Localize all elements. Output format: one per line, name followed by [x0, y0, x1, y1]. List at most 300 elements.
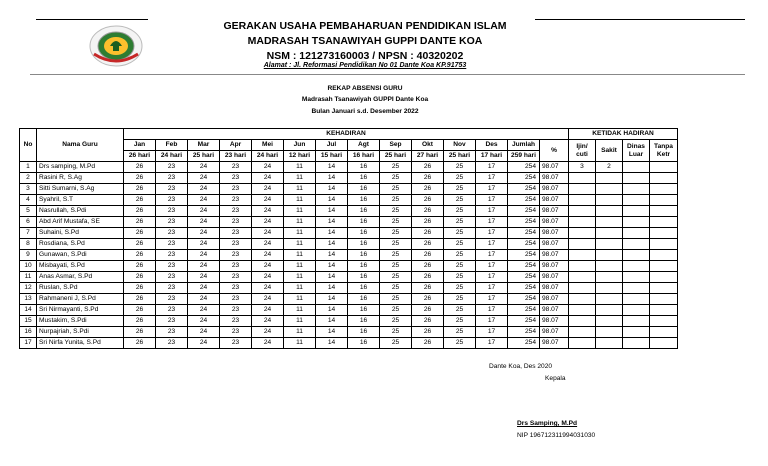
absence-count [596, 338, 623, 349]
absence-count [569, 239, 596, 250]
month-attendance: 16 [348, 206, 380, 217]
month-attendance: 25 [444, 316, 476, 327]
header-working-days: 25 hari [444, 151, 476, 162]
month-attendance: 24 [188, 195, 220, 206]
month-attendance: 17 [476, 272, 508, 283]
teacher-name: Syahril, S.T [37, 195, 124, 206]
month-attendance: 11 [284, 272, 316, 283]
header-month: Jan [124, 140, 156, 151]
month-attendance: 23 [156, 294, 188, 305]
month-attendance: 11 [284, 316, 316, 327]
month-attendance: 14 [316, 217, 348, 228]
month-attendance: 14 [316, 272, 348, 283]
absence-count [596, 250, 623, 261]
letterhead-school-name: MADRASAH TSANAWIYAH GUPPI DANTE KOA [247, 35, 483, 47]
report-period: Bulan Januari s.d. Desember 2022 [311, 108, 419, 115]
month-attendance: 17 [476, 261, 508, 272]
row-percent: 98.07 [540, 261, 569, 272]
month-attendance: 23 [156, 272, 188, 283]
row-percent: 98.07 [540, 283, 569, 294]
absence-count [569, 206, 596, 217]
teacher-name: Ruslan, S.Pd [37, 283, 124, 294]
teacher-name: Rosdiana, S.Pd [37, 239, 124, 250]
month-attendance: 25 [444, 206, 476, 217]
month-attendance: 26 [124, 316, 156, 327]
month-attendance: 25 [444, 283, 476, 294]
absence-count [623, 162, 650, 173]
month-attendance: 25 [444, 228, 476, 239]
month-attendance: 16 [348, 250, 380, 261]
month-attendance: 16 [348, 283, 380, 294]
absence-count [596, 217, 623, 228]
month-attendance: 23 [220, 195, 252, 206]
absence-count [650, 217, 678, 228]
month-attendance: 25 [380, 261, 412, 272]
table-row [20, 316, 678, 327]
month-attendance: 14 [316, 261, 348, 272]
header-tanpa-line2: Ketr [656, 150, 671, 158]
month-attendance: 25 [380, 305, 412, 316]
absence-count [596, 239, 623, 250]
absence-count [623, 228, 650, 239]
row-percent: 98.07 [540, 272, 569, 283]
row-total: 254 [508, 305, 540, 316]
month-attendance: 14 [316, 316, 348, 327]
row-total: 254 [508, 206, 540, 217]
absence-count [623, 261, 650, 272]
month-attendance: 14 [316, 283, 348, 294]
table-row [20, 228, 678, 239]
absence-count [650, 316, 678, 327]
absence-count: 3 [569, 162, 596, 173]
header-working-days: 17 hari [476, 151, 508, 162]
header-working-days: 25 hari [188, 151, 220, 162]
header-month: Jun [284, 140, 316, 151]
month-attendance: 25 [380, 228, 412, 239]
month-attendance: 16 [348, 162, 380, 173]
month-attendance: 25 [444, 184, 476, 195]
header-working-days: 24 hari [252, 151, 284, 162]
month-attendance: 25 [444, 261, 476, 272]
month-attendance: 24 [188, 162, 220, 173]
month-attendance: 24 [252, 305, 284, 316]
absence-count [569, 283, 596, 294]
month-attendance: 26 [124, 195, 156, 206]
row-total: 254 [508, 272, 540, 283]
header-working-days: 16 hari [348, 151, 380, 162]
month-attendance: 26 [412, 305, 444, 316]
attendance-table [19, 128, 678, 349]
month-attendance: 24 [252, 316, 284, 327]
month-attendance: 23 [220, 272, 252, 283]
row-number: 10 [20, 261, 37, 272]
month-attendance: 23 [220, 239, 252, 250]
absence-count [596, 327, 623, 338]
table-row [20, 206, 678, 217]
month-attendance: 26 [124, 294, 156, 305]
month-attendance: 24 [188, 272, 220, 283]
month-attendance: 25 [444, 173, 476, 184]
teacher-name: Abd Arif Mustafa, SE [37, 217, 124, 228]
absence-count [569, 195, 596, 206]
table-row [20, 173, 678, 184]
row-number: 6 [20, 217, 37, 228]
row-percent: 98.07 [540, 305, 569, 316]
month-attendance: 26 [412, 228, 444, 239]
month-attendance: 23 [156, 195, 188, 206]
header-dinas-line1: Dinas [627, 142, 645, 150]
month-attendance: 24 [188, 228, 220, 239]
row-percent: 98.07 [540, 162, 569, 173]
month-attendance: 16 [348, 261, 380, 272]
header-working-days: 24 hari [156, 151, 188, 162]
absence-count [650, 195, 678, 206]
row-percent: 98.07 [540, 239, 569, 250]
header-working-days: 26 hari [124, 151, 156, 162]
month-attendance: 17 [476, 316, 508, 327]
month-attendance: 26 [412, 338, 444, 349]
attendance-table-body [20, 162, 678, 349]
table-row [20, 327, 678, 338]
absence-count [569, 217, 596, 228]
teacher-name: Mustakim, S.Pdi [37, 316, 124, 327]
teacher-name: Anas Asmar, S.Pd [37, 272, 124, 283]
absence-count [569, 294, 596, 305]
month-attendance: 25 [380, 316, 412, 327]
month-attendance: 14 [316, 206, 348, 217]
header-month: Nov [444, 140, 476, 151]
month-attendance: 17 [476, 294, 508, 305]
header-kehadiran: KEHADIRAN [124, 129, 569, 140]
month-attendance: 16 [348, 173, 380, 184]
header-ketidakhadiran: KETIDAK HADIRAN [569, 129, 678, 140]
row-total: 254 [508, 250, 540, 261]
row-total: 254 [508, 261, 540, 272]
header-month: Sep [380, 140, 412, 151]
absence-count [596, 173, 623, 184]
table-row [20, 294, 678, 305]
month-attendance: 26 [412, 250, 444, 261]
month-attendance: 26 [412, 272, 444, 283]
row-total: 254 [508, 316, 540, 327]
month-attendance: 26 [124, 217, 156, 228]
month-attendance: 16 [348, 272, 380, 283]
month-attendance: 25 [444, 305, 476, 316]
absence-count [650, 338, 678, 349]
month-attendance: 25 [380, 206, 412, 217]
row-number: 15 [20, 316, 37, 327]
table-row [20, 338, 678, 349]
absence-count [650, 173, 678, 184]
header-month: Mei [252, 140, 284, 151]
month-attendance: 26 [124, 228, 156, 239]
month-attendance: 17 [476, 217, 508, 228]
month-attendance: 25 [444, 294, 476, 305]
month-attendance: 14 [316, 338, 348, 349]
header-working-days: 15 hari [316, 151, 348, 162]
absence-count [596, 184, 623, 195]
month-attendance: 23 [220, 184, 252, 195]
month-attendance: 11 [284, 327, 316, 338]
month-attendance: 17 [476, 173, 508, 184]
row-percent: 98.07 [540, 173, 569, 184]
month-attendance: 17 [476, 283, 508, 294]
month-attendance: 16 [348, 195, 380, 206]
row-total: 254 [508, 294, 540, 305]
absence-count [623, 294, 650, 305]
table-row [20, 250, 678, 261]
row-percent: 98.07 [540, 228, 569, 239]
month-attendance: 23 [156, 327, 188, 338]
month-attendance: 23 [156, 261, 188, 272]
month-attendance: 14 [316, 305, 348, 316]
month-attendance: 25 [380, 195, 412, 206]
table-row [20, 195, 678, 206]
month-attendance: 17 [476, 327, 508, 338]
month-attendance: 24 [188, 305, 220, 316]
row-total: 254 [508, 162, 540, 173]
row-number: 13 [20, 294, 37, 305]
teacher-name: Rasini R, S.Ag [37, 173, 124, 184]
month-attendance: 24 [252, 217, 284, 228]
month-attendance: 11 [284, 239, 316, 250]
absence-count [650, 184, 678, 195]
month-attendance: 14 [316, 250, 348, 261]
absence-count [623, 239, 650, 250]
month-attendance: 24 [252, 206, 284, 217]
absence-count [650, 294, 678, 305]
month-attendance: 25 [444, 250, 476, 261]
month-attendance: 17 [476, 184, 508, 195]
month-attendance: 11 [284, 261, 316, 272]
month-attendance: 23 [220, 338, 252, 349]
teacher-name: Sitti Sumarni, S.Ag [37, 184, 124, 195]
month-attendance: 26 [412, 206, 444, 217]
header-working-days: 23 hari [220, 151, 252, 162]
letterhead-address: Alamat : Jl. Reformasi Pendidikan No 01 Dante Koa KP.91753 [263, 62, 467, 69]
report-title: REKAP ABSENSI GURU [327, 85, 403, 92]
month-attendance: 23 [220, 217, 252, 228]
row-number: 7 [20, 228, 37, 239]
month-attendance: 16 [348, 228, 380, 239]
month-attendance: 25 [444, 195, 476, 206]
absence-count [623, 206, 650, 217]
month-attendance: 23 [220, 250, 252, 261]
absence-count [569, 228, 596, 239]
header-month: Mar [188, 140, 220, 151]
month-attendance: 24 [188, 283, 220, 294]
teacher-name: Nasrullah, S.Pdi [37, 206, 124, 217]
month-attendance: 11 [284, 250, 316, 261]
table-row [20, 305, 678, 316]
header-no: No [20, 129, 37, 162]
month-attendance: 24 [252, 162, 284, 173]
month-attendance: 11 [284, 305, 316, 316]
month-attendance: 25 [380, 173, 412, 184]
row-number: 4 [20, 195, 37, 206]
month-attendance: 17 [476, 250, 508, 261]
month-attendance: 24 [188, 250, 220, 261]
header-total-days: 259 hari [508, 151, 540, 162]
month-attendance: 14 [316, 294, 348, 305]
header-month: Feb [156, 140, 188, 151]
row-total: 254 [508, 184, 540, 195]
absence-count [650, 272, 678, 283]
month-attendance: 16 [348, 305, 380, 316]
row-total: 254 [508, 239, 540, 250]
absence-count [569, 327, 596, 338]
table-row [20, 239, 678, 250]
absence-count [569, 261, 596, 272]
header-name: Nama Guru [37, 129, 124, 162]
header-total: Jumlah [508, 140, 540, 151]
absence-count [623, 272, 650, 283]
month-attendance: 23 [156, 283, 188, 294]
month-attendance: 25 [380, 272, 412, 283]
absence-count [623, 283, 650, 294]
month-attendance: 11 [284, 294, 316, 305]
row-percent: 98.07 [540, 206, 569, 217]
month-attendance: 23 [156, 162, 188, 173]
header-ijin-cuti [569, 140, 596, 162]
month-attendance: 26 [412, 173, 444, 184]
month-attendance: 26 [412, 316, 444, 327]
row-total: 254 [508, 228, 540, 239]
month-attendance: 26 [124, 261, 156, 272]
header-working-days: 12 hari [284, 151, 316, 162]
month-attendance: 11 [284, 228, 316, 239]
month-attendance: 26 [124, 272, 156, 283]
teacher-name: Gunawan, S.Pdi [37, 250, 124, 261]
header-sakit [596, 140, 623, 162]
month-attendance: 24 [252, 261, 284, 272]
month-attendance: 17 [476, 206, 508, 217]
month-attendance: 16 [348, 217, 380, 228]
absence-count [596, 228, 623, 239]
month-attendance: 23 [220, 228, 252, 239]
row-number: 11 [20, 272, 37, 283]
month-attendance: 24 [252, 338, 284, 349]
absence-count [623, 173, 650, 184]
month-attendance: 23 [220, 283, 252, 294]
table-row [20, 272, 678, 283]
month-attendance: 25 [444, 327, 476, 338]
absence-count [596, 316, 623, 327]
absence-count [569, 173, 596, 184]
absence-count [623, 338, 650, 349]
month-attendance: 23 [156, 305, 188, 316]
month-attendance: 14 [316, 173, 348, 184]
month-attendance: 11 [284, 283, 316, 294]
teacher-name: Drs samping, M.Pd [37, 162, 124, 173]
month-attendance: 24 [252, 250, 284, 261]
month-attendance: 24 [252, 173, 284, 184]
month-attendance: 14 [316, 327, 348, 338]
table-row [20, 162, 678, 173]
absence-count [596, 272, 623, 283]
row-number: 12 [20, 283, 37, 294]
month-attendance: 24 [188, 239, 220, 250]
teacher-name: Misbayati, S.Pd [37, 261, 124, 272]
teacher-name: Sri Nirfa Yunita, S.Pd [37, 338, 124, 349]
month-attendance: 24 [252, 327, 284, 338]
month-attendance: 26 [412, 184, 444, 195]
month-attendance: 25 [444, 338, 476, 349]
teacher-name: Suhaini, S.Pd [37, 228, 124, 239]
month-attendance: 25 [380, 338, 412, 349]
absence-count [623, 305, 650, 316]
month-attendance: 26 [412, 327, 444, 338]
absence-count [596, 305, 623, 316]
header-month: Okt [412, 140, 444, 151]
row-percent: 98.07 [540, 184, 569, 195]
month-attendance: 24 [252, 184, 284, 195]
letterhead-organization: GERAKAN USAHA PEMBAHARUAN PENDIDIKAN ISLAM [223, 20, 507, 32]
month-attendance: 26 [412, 239, 444, 250]
absence-count [650, 162, 678, 173]
month-attendance: 23 [220, 316, 252, 327]
header-ijin-line2: cuti [576, 150, 588, 158]
month-attendance: 17 [476, 162, 508, 173]
header-month: Jul [316, 140, 348, 151]
school-logo [88, 20, 144, 68]
month-attendance: 23 [220, 206, 252, 217]
row-percent: 98.07 [540, 294, 569, 305]
month-attendance: 25 [380, 283, 412, 294]
month-attendance: 24 [252, 228, 284, 239]
table-row [20, 217, 678, 228]
month-attendance: 17 [476, 338, 508, 349]
month-attendance: 25 [444, 162, 476, 173]
header-sakit-line1: Sakit [601, 146, 617, 154]
absence-count [569, 272, 596, 283]
month-attendance: 16 [348, 294, 380, 305]
month-attendance: 23 [156, 239, 188, 250]
row-percent: 98.07 [540, 316, 569, 327]
month-attendance: 26 [124, 338, 156, 349]
month-attendance: 26 [124, 162, 156, 173]
letterhead-divider [30, 74, 745, 75]
month-attendance: 14 [316, 162, 348, 173]
month-attendance: 25 [380, 184, 412, 195]
month-attendance: 24 [188, 184, 220, 195]
absence-count [569, 250, 596, 261]
header-ijin-line1: Ijin/ [576, 142, 588, 150]
month-attendance: 11 [284, 184, 316, 195]
month-attendance: 23 [220, 261, 252, 272]
header-tanpa-ketr [650, 140, 678, 162]
month-attendance: 24 [252, 195, 284, 206]
month-attendance: 25 [444, 239, 476, 250]
absence-count [623, 250, 650, 261]
report-school: Madrasah Tsanawiyah GUPPI Dante Koa [301, 96, 429, 103]
row-total: 254 [508, 173, 540, 184]
row-number: 9 [20, 250, 37, 261]
month-attendance: 24 [252, 272, 284, 283]
row-number: 3 [20, 184, 37, 195]
month-attendance: 24 [188, 206, 220, 217]
absence-count [596, 294, 623, 305]
row-number: 14 [20, 305, 37, 316]
month-attendance: 26 [412, 283, 444, 294]
month-attendance: 17 [476, 195, 508, 206]
month-attendance: 23 [156, 217, 188, 228]
month-attendance: 25 [444, 272, 476, 283]
signature-nip: NIP 196712311994031030 [517, 432, 596, 439]
month-attendance: 11 [284, 206, 316, 217]
month-attendance: 24 [252, 283, 284, 294]
month-attendance: 25 [380, 217, 412, 228]
